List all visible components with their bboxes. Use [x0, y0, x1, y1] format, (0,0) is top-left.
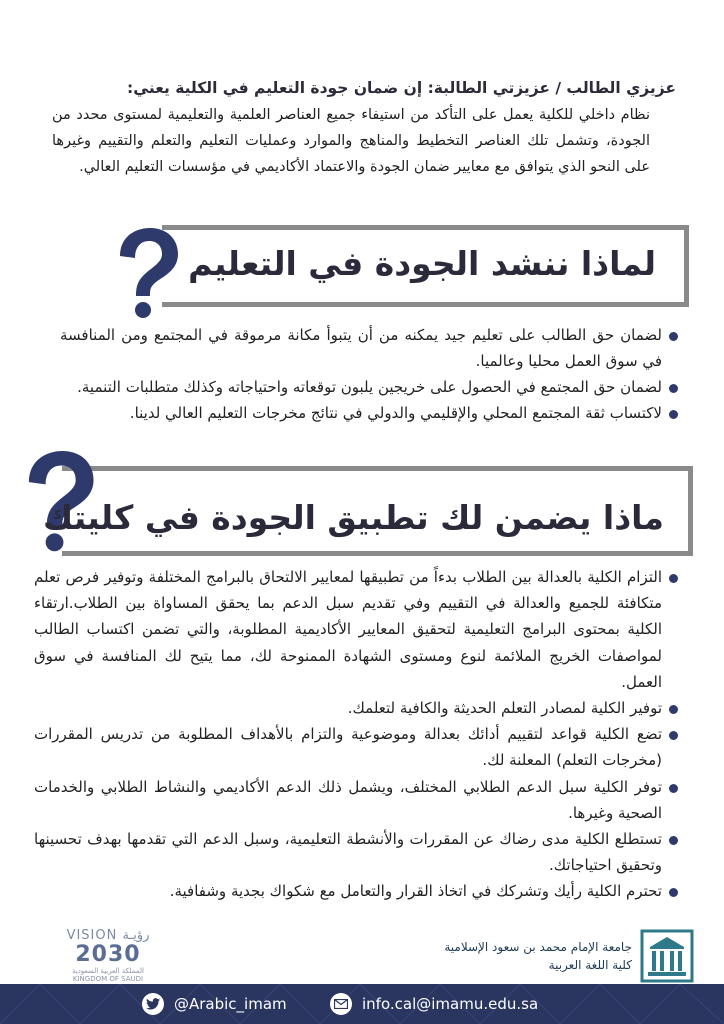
- twitter-icon: [142, 993, 164, 1015]
- university-logo: [444, 930, 694, 982]
- section1-title: لماذا ننشد الجودة في التعليم: [188, 244, 656, 283]
- university-emblem-icon: [640, 929, 694, 983]
- vision-label: VISION رؤيـة: [66, 928, 150, 943]
- list-item: لضمان حق الطالب على تعليم جيد يمكنه من أن يتبوأ مكانة مرموقة في المجتمع ومن المنافسة في سوق العمل محليا وعالميا.: [60, 322, 680, 374]
- university-name-block: [444, 938, 632, 974]
- vision-kingdom-en: KINGDOM OF SAUDI: [72, 975, 144, 983]
- college-name: كلية اللغة العربية: [548, 958, 632, 972]
- intro-heading: عزيزي الطالب / عزيزتي الطالبة: إن ضمان جودة التعليم في الكلية يعني:: [127, 79, 676, 97]
- email-icon: [330, 993, 352, 1015]
- list-item: لضمان حق المجتمع في الحصول على خريجين يلبون توقعاته واحتياجاته وكذلك متطلبات التنمية.: [60, 374, 680, 400]
- email-link[interactable]: [330, 993, 538, 1015]
- list-item: توفير الكلية لمصادر التعلم الحديثة والكافية لتعلمك.: [34, 695, 680, 721]
- list-item: لاكتساب ثقة المجتمع المحلي والإقليمي والدولي في نتائج مخرجات التعليم العالي لدينا.: [60, 400, 680, 426]
- twitter-link[interactable]: [142, 993, 287, 1015]
- vision-year: 2030: [75, 942, 141, 967]
- section1-list: [60, 322, 680, 426]
- section2-list: [34, 564, 680, 905]
- list-item: توفر الكلية سبل الدعم الطلابي المختلف، ويشمل ذلك الدعم الأكاديمي والنشاط الطلابي والخدمات الصحية وغيرها.: [34, 774, 680, 826]
- list-item: تحترم الكلية رأيك وتشركك في اتخاذ القرار والتعامل مع شكواك بجدية وشفافية.: [34, 878, 680, 904]
- university-name: جامعة الإمام محمد بن سعود الإسلامية: [444, 940, 632, 954]
- vision-2030-logo: [62, 928, 154, 988]
- question-mark-icon: [112, 226, 182, 318]
- twitter-handle: @Arabic_imam: [174, 995, 287, 1013]
- intro-section: [52, 74, 676, 180]
- vision-kingdom-ar: المملكة العربية السعودية: [72, 967, 144, 975]
- list-item: التزام الكلية بالعدالة بين الطلاب بدءاً من تطبيقها لمعايير الالتحاق بالبرامج المختلفة وتوفير فرص تعلم متكافئة للجميع والعدالة في التقييم وفي تقديم سبل الدعم بما يحقق المساواة بين الطلاب.ارتقاء الكلية بمحتوى البرامج التعليمية لتحقيق المعايير الأكاديمية المطلوبة، والتي تضمن اكتساب الطالب لمواصفات الخريج الملائمة لنوع ومستوى الشهادة الممنوحة لك، مما يتيح لك المنافسة في سوق العمل.: [34, 564, 680, 695]
- footer-bar: [0, 984, 724, 1024]
- list-item: تضع الكلية قواعد لتقييم أدائك بعدالة وموضوعية والتزام بالأهداف المطلوبة من تدريس المقررات (مخرجات التعلم) المعلنة لك.: [34, 721, 680, 773]
- list-item: تستطلع الكلية مدى رضاك عن المقررات والأنشطة التعليمية، وسبل الدعم التي تقدمها بهدف تحسينها وتحقيق احتياجاتك.: [34, 826, 680, 878]
- intro-paragraph: نظام داخلي للكلية يعمل على التأكد من استيفاء جميع العناصر العلمية والتعليمية لمستوى محدد من الجودة، وتشمل تلك العناصر التخطيط والمناهج والموارد وعمليات التعليم والتعلم والتقييم وغيرها على النحو الذي يتوافق مع معايير ضمان الجودة والاعتماد الأكاديمي في مؤسسات التعليم العالي.: [52, 107, 650, 175]
- section2-title: ماذا يضمن لك تطبيق الجودة في كليتك: [43, 498, 664, 537]
- email-address: info.cal@imamu.edu.sa: [362, 995, 539, 1013]
